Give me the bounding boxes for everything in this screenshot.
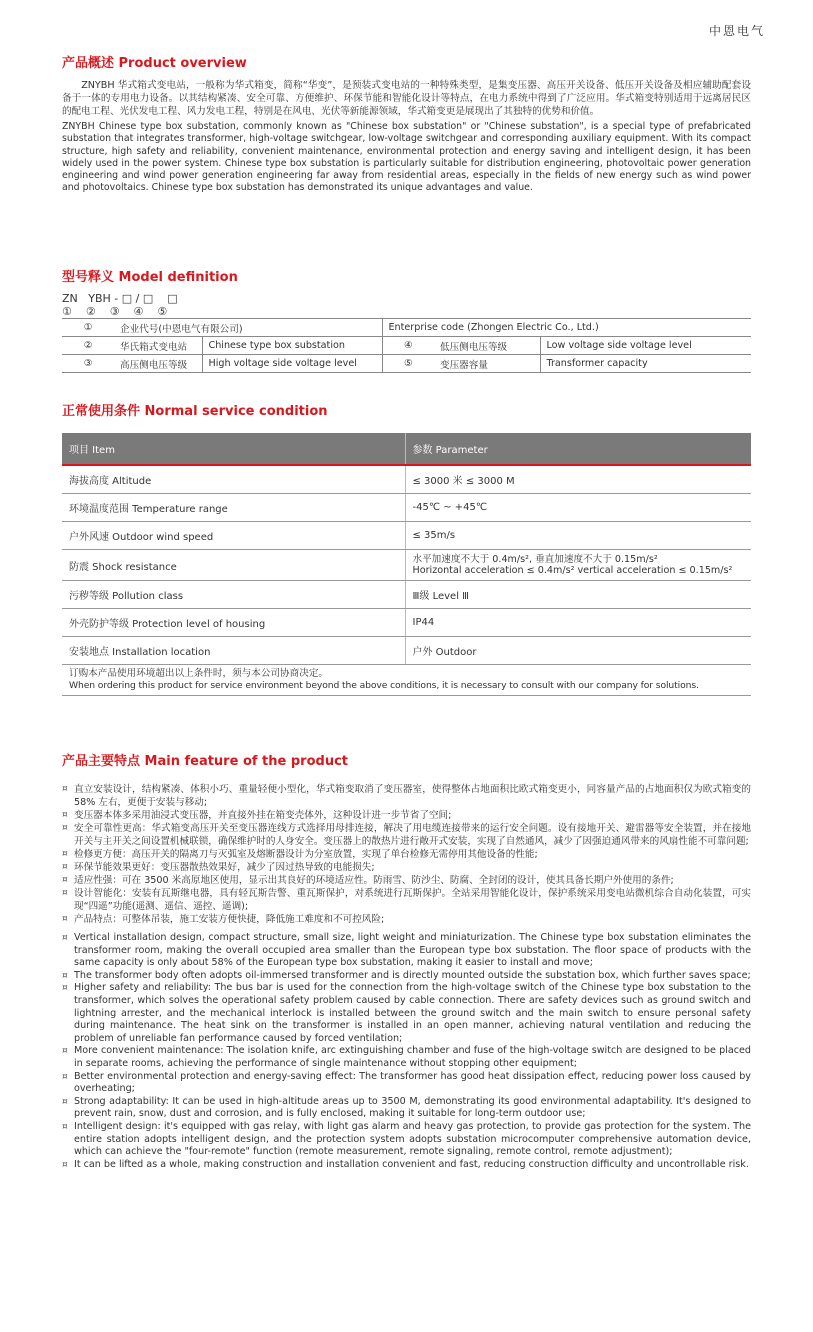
conditions-title: 正常使用条件 Normal service condition xyxy=(62,404,328,419)
table-row xyxy=(62,581,751,609)
list-item: ¤ 检修更方便：高压开关的隔离刀与灭弧室及熔断器设计为分室放置，实现了单台检修无需停用其他设备的性能; xyxy=(62,848,751,861)
list-item: ¤ 变压器本体多采用油浸式变压器，并直接外挂在箱变壳体外，这种设计进一步节省了空间; xyxy=(62,809,751,822)
model-cn: 华氏箱式变电站 xyxy=(114,337,202,355)
corner-mark: 中恩电气 xyxy=(708,24,765,38)
model-cn: 企业代号(中恩电气有限公司) xyxy=(114,319,382,337)
cond-item: 户外风速 Outdoor wind speed xyxy=(62,522,405,550)
cond-item: 安装地点 Installation location xyxy=(62,637,405,665)
model-num: ④ xyxy=(382,337,434,355)
list-item: ¤ Better environmental protection and energy-saving effect: The transformer has good heat dissipation effect, reducing power loss caused by overheating; xyxy=(62,1071,751,1096)
overview-cn: ZNYBH 华式箱式变电站，一般称为华式箱变，简称“华变”，是预装式变电站的一种特殊类型，是集变压器、高压开关设备、低压开关设备及相应辅助配套设备于一体的专用电力设备。以其结构紧凑、安全可靠、方便维护、环保节能和智能化设计等特点，在电力系统中得到了广泛应用。华式箱变特别适用于远离居民区的配电工程、光伏发电工程、风力发电工程，特别是在风电、光伏等新能源领域，华式箱变更是展现出了其独特的优势和价值。 xyxy=(62,80,751,117)
list-item: ¤ Intelligent design: it's equipped with gas relay, with light gas alarm and heavy gas protection, to provide gas protection for the system. The entire station adopts intelligent design, and the protection system adopts substation microcomputer comprehensive automation device, which can achieve the "four-remote" function (remote measurement, remote signaling, remote control, remote adjustment); xyxy=(62,1121,751,1159)
cond-param: Ⅲ级 Level Ⅲ xyxy=(405,581,751,609)
cond-param-cn: 水平加速度不大于 0.4m/s², 垂直加速度不大于 0.15m/s² xyxy=(412,553,658,565)
features-section xyxy=(62,750,751,1171)
model-en: Chinese type box substation xyxy=(202,337,382,355)
cond-param xyxy=(405,550,751,581)
features-title: 产品主要特点 Main feature of the product xyxy=(62,754,348,769)
cond-param: -45℃ ~ +45℃ xyxy=(405,494,751,522)
model-cn: 变压器容量 xyxy=(434,355,540,373)
list-item: ¤ Vertical installation design, compact structure, small size, light weight and miniaturization. The Chinese type box substation eliminates the transformer room, making the overall occupied area smaller than the European type box substation. The floor space of products with the same capacity is only about 58% of the European type box substation, making it easier to install and move; xyxy=(62,932,751,970)
table-row xyxy=(62,550,751,581)
cond-param-en: Horizontal acceleration ≤ 0.4m/s² vertical acceleration ≤ 0.15m/s² xyxy=(412,565,733,576)
model-table xyxy=(62,318,751,373)
cond-item: 海拔高度 Altitude xyxy=(62,465,405,494)
cond-item: 外壳防护等级 Protection level of housing xyxy=(62,609,405,637)
features-en-list xyxy=(62,932,751,1171)
model-section xyxy=(62,266,751,373)
model-en: High voltage side voltage level xyxy=(202,355,382,373)
model-title: 型号释义 Model definition xyxy=(62,270,238,285)
cond-item: 环境温度范围 Temperature range xyxy=(62,494,405,522)
list-item: ¤ Higher safety and reliability: The bus bar is used for the connection from the high-voltage switch of the Chinese type box substation to the transformer, which solves the operational safety problem caused by cable connection. There are safety devices such as ground switch and lightning arrester, and the mechanical interlock is installed between the ground switch and the main switch to ensure personal safety during maintenance. The heat sink on the transformer is installed in an open manner, achieving natural ventilation and reducing the problem of unreliable fan performance caused by forced ventilation; xyxy=(62,982,751,1045)
model-cn: 低压侧电压等级 xyxy=(434,337,540,355)
cond-param: IP44 xyxy=(405,609,751,637)
model-en: Enterprise code (Zhongen Electric Co., Ltd.) xyxy=(382,319,751,337)
overview-en: ZNYBH Chinese type box substation, commonly known as "Chinese box substation" or "Chinese substation", is a special type of prefabricated substation that integrates transformer, high-voltage switchgear, low-voltage switchgear and corresponding auxiliary equipment. With its compact structure, high safety and reliability, convenient maintenance, environmental protection and energy saving and intelligent design, it has been widely used in the power system. Chinese type box substation is particularly suitable for distribution engineering, photovoltaic power generation engineering and wind power generation engineering far away from residential areas, especially in the fields of new energy such as wind power and photovoltaics. Chinese type box substation has demonstrated its unique advantages and value. xyxy=(62,121,751,194)
conditions-header-row xyxy=(62,433,751,465)
list-item: ¤ More convenient maintenance: The isolation knife, arc extinguishing chamber and fuse of the high-voltage switch are designed to be placed in separate rooms, achieving the performance of single maintenance without stopping other equipment; xyxy=(62,1045,751,1070)
list-item: ¤ Strong adaptability: It can be used in high-altitude areas up to 3500 M, demonstrating its good environmental adaptability. It's designed to prevent rain, snow, dust and corrosion, and is fully enclosed, making it suitable for long-term outdoor use; xyxy=(62,1096,751,1121)
cond-item: 防震 Shock resistance xyxy=(62,550,405,581)
conditions-note xyxy=(62,665,751,696)
list-item: ¤ 适应性强：可在 3500 米高原地区使用，显示出其良好的环境适应性。防雨雪、防沙尘、防腐、全封闭的设计，使其具备长期户外使用的条件; xyxy=(62,874,751,887)
table-row xyxy=(62,637,751,665)
list-item: ¤ It can be lifted as a whole, making construction and installation convenient and fast, reducing construction difficulty and uncontrollable risk. xyxy=(62,1159,751,1172)
cond-param: ≤ 35m/s xyxy=(405,522,751,550)
header-item: 项目 Item xyxy=(62,433,405,465)
list-item: ¤ 直立安装设计，结构紧凑、体积小巧、重量轻便小型化，华式箱变取消了变压器室，使得整体占地面积比欧式箱变更小，同容量产品的占地面积仅为欧式箱变的 58% 左右，更便于安装与移动; xyxy=(62,783,751,809)
list-item: ¤ 产品特点：可整体吊装，施工安装方便快捷，降低施工难度和不可控风险; xyxy=(62,913,751,926)
model-row xyxy=(62,355,751,373)
model-num: ② xyxy=(62,337,114,355)
features-cn-list xyxy=(62,783,751,926)
table-row xyxy=(62,465,751,494)
model-cn: 高压侧电压等级 xyxy=(114,355,202,373)
list-item: ¤ 安全可靠性更高：华式箱变高压开关至变压器连线方式选择用母排连接，解决了用电缆连接带来的运行安全问题。设有接地开关、避雷器等安全装置，并在接地开关与主开关之间设置机械联锁，确保维护时的人身安全。变压器上的散热片进行敞开式安装，实现了自然通风，减少了因强迫通风带来的风扇性能不可靠问题; xyxy=(62,822,751,848)
table-row xyxy=(62,494,751,522)
list-item: ¤ 环保节能效果更好：变压器散热效果好，减少了因过热导致的电能损失; xyxy=(62,861,751,874)
conditions-section xyxy=(62,400,751,696)
list-item: ¤ 设计智能化：安装有瓦斯继电器，具有轻瓦斯告警、重瓦斯保护，对系统进行瓦斯保护。全站采用智能化设计，保护系统采用变电站微机综合自动化装置，可实现“四遥”功能(遥测、遥信、遥控、遥调); xyxy=(62,887,751,913)
model-numbers: ① ② ③ ④ ⑤ xyxy=(62,305,168,318)
header-param: 参数 Parameter xyxy=(405,433,751,465)
model-row xyxy=(62,319,751,337)
overview-section xyxy=(62,52,751,195)
model-num: ⑤ xyxy=(382,355,434,373)
list-item: ¤ The transformer body often adopts oil-immersed transformer and is directly mounted outside the substation box, which further saves space; xyxy=(62,970,751,983)
note-en: When ordering this product for service environment beyond the above conditions, it is necessary to consult with our company for solutions. xyxy=(69,680,699,691)
conditions-table xyxy=(62,433,751,665)
cond-item: 污秽等级 Pollution class xyxy=(62,581,405,609)
model-en: Low voltage side voltage level xyxy=(540,337,751,355)
model-en: Transformer capacity xyxy=(540,355,751,373)
model-code: ZN YBH - □ / □ □ xyxy=(62,292,178,305)
table-row xyxy=(62,609,751,637)
model-row xyxy=(62,337,751,355)
model-num: ③ xyxy=(62,355,114,373)
cond-param: 户外 Outdoor xyxy=(405,637,751,665)
overview-title: 产品概述 Product overview xyxy=(62,56,247,71)
table-row xyxy=(62,522,751,550)
cond-param: ≤ 3000 米 ≤ 3000 M xyxy=(405,465,751,494)
model-num: ① xyxy=(62,319,114,337)
note-cn: 订购本产品使用环境超出以上条件时，须与本公司协商决定。 xyxy=(69,668,329,679)
